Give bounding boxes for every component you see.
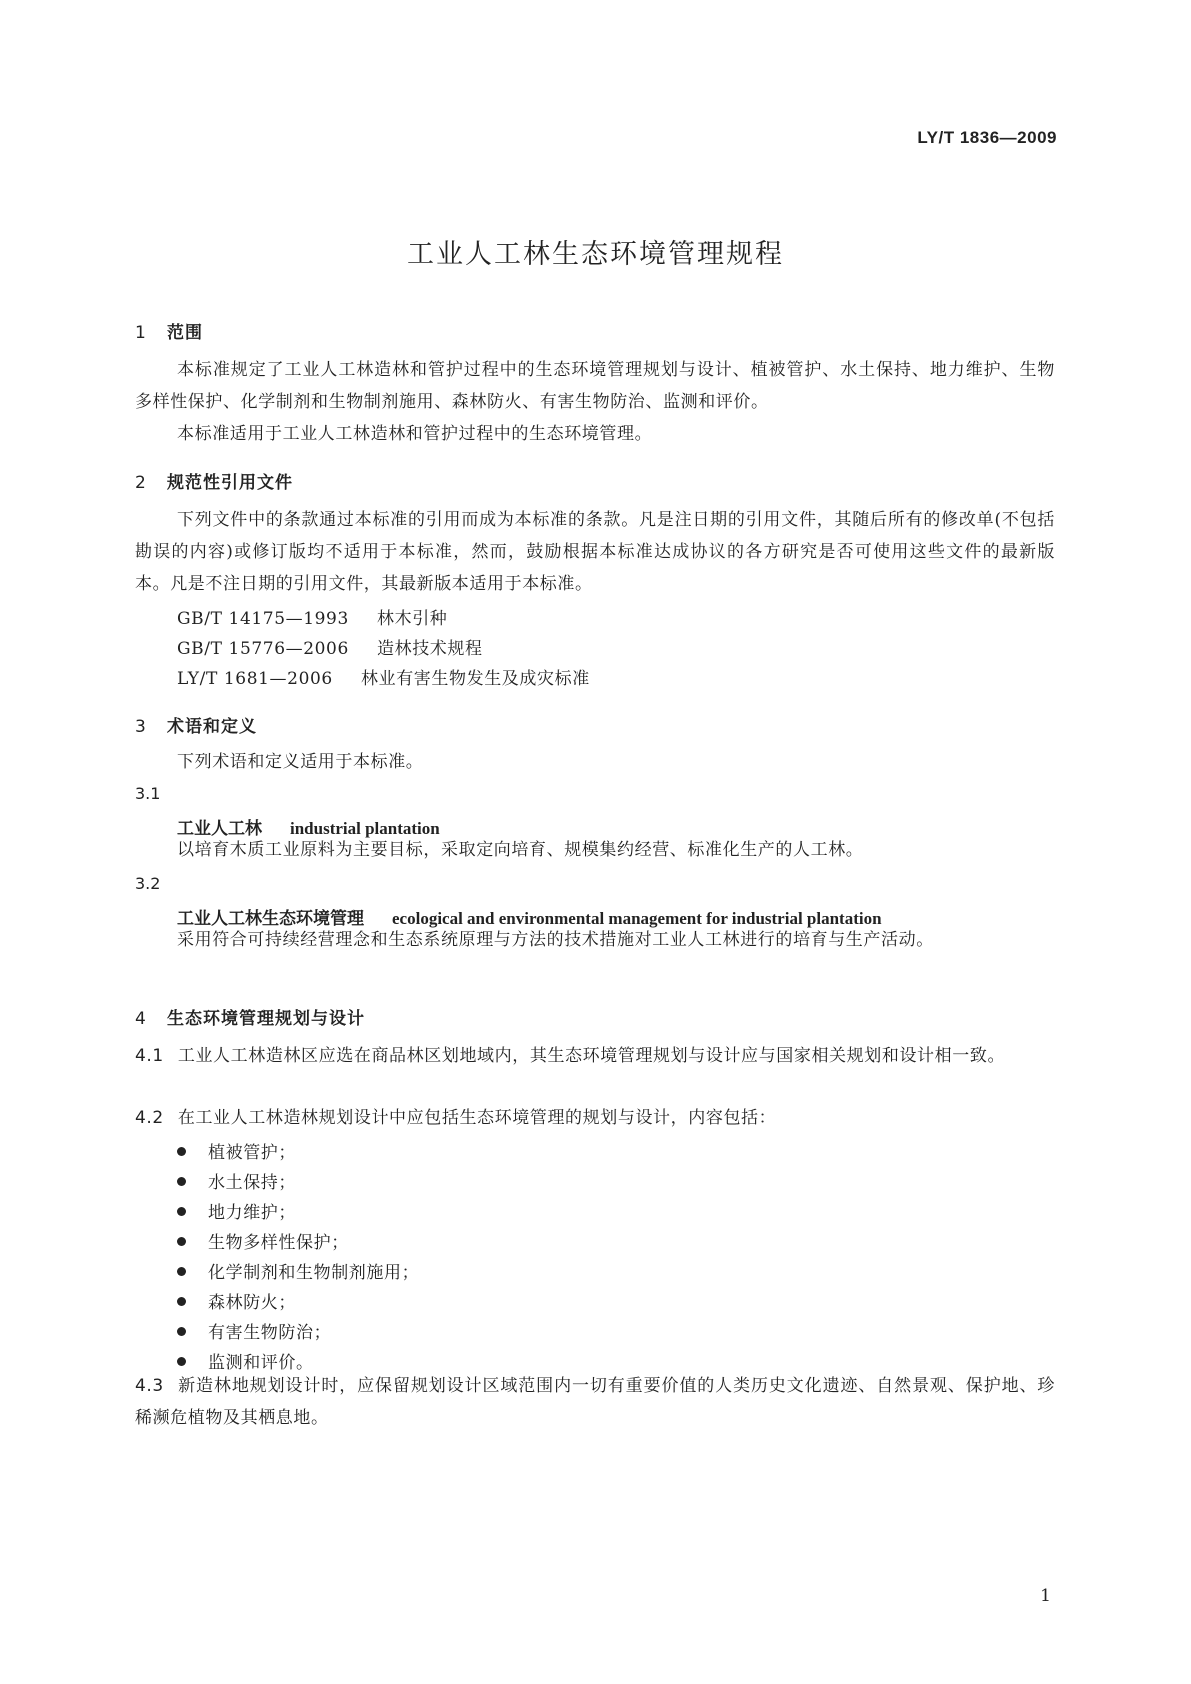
list-item-text: 植被管护； xyxy=(208,1143,296,1163)
section-2-heading xyxy=(135,468,293,493)
bullet-icon xyxy=(177,1147,186,1156)
reference-item xyxy=(177,664,590,689)
section-1-paragraph-1: 本标准规定了工业人工林造林和管护过程中的生态环境管理规划与设计、植被管护、水土保持、地力维护、生物多样性保护、化学制剂和生物制剂施用、森林防火、有害生物防治、监测和评价。 xyxy=(135,360,1055,412)
section-3-intro: 下列术语和定义适用于本标准。 xyxy=(177,752,424,772)
clause-number: 4.3 xyxy=(135,1376,164,1396)
section-number: 3 xyxy=(135,717,147,737)
bullet-icon xyxy=(177,1267,186,1276)
bullet-icon xyxy=(177,1207,186,1216)
section-1-paragraph-2: 本标准适用于工业人工林造林和管护过程中的生态环境管理。 xyxy=(177,424,653,444)
term-definition: 以培育木质工业原料为主要目标，采取定向培育、规模集约经营、标准化生产的人工林。 xyxy=(177,840,864,860)
list-item xyxy=(177,1138,296,1163)
reference-code: LY/T 1681—2006 xyxy=(177,669,333,689)
clause-text: 工业人工林造林区应选在商品林区划地域内，其生态环境管理规划与设计应与国家相关规划和设计相一致。 xyxy=(177,1046,1006,1066)
section-number: 1 xyxy=(135,323,147,343)
term-definition: 采用符合可持续经营理念和生态系统原理与方法的技术措施对工业人工林进行的培育与生产活动。 xyxy=(177,930,934,950)
reference-code: GB/T 15776—2006 xyxy=(177,639,349,659)
reference-title: 林木引种 xyxy=(377,609,448,629)
bullet-icon xyxy=(177,1327,186,1336)
reference-code: GB/T 14175—1993 xyxy=(177,609,349,629)
reference-item xyxy=(177,604,447,629)
list-item xyxy=(177,1258,419,1283)
term-english: industrial plantation xyxy=(290,819,440,838)
clause-text: 在工业人工林造林规划设计中应包括生态环境管理的规划与设计，内容包括： xyxy=(177,1108,777,1128)
section-4-heading xyxy=(135,1004,365,1029)
section-title: 生态环境管理规划与设计 xyxy=(167,1009,365,1029)
clause-number: 4.1 xyxy=(135,1046,164,1066)
bullet-icon xyxy=(177,1297,186,1306)
term-chinese: 工业人工林 xyxy=(177,819,262,839)
section-1-heading xyxy=(135,318,203,343)
reference-title: 林业有害生物发生及成灾标准 xyxy=(361,669,590,689)
clause-4-1 xyxy=(135,1040,1055,1072)
list-item-text: 地力维护； xyxy=(208,1203,296,1223)
reference-item xyxy=(177,634,483,659)
standard-code: LY/T 1836—2009 xyxy=(917,128,1057,147)
list-item-text: 水土保持； xyxy=(208,1173,296,1193)
list-item xyxy=(177,1228,349,1253)
section-2-paragraph: 下列文件中的条款通过本标准的引用而成为本标准的条款。凡是注日期的引用文件，其随后所有的修改单(不包括勘误的内容)或修订版均不适用于本标准，然而，鼓励根据本标准达成协议的各方研究是否可使用这些文件的最新版本。凡是不注日期的引用文件，其最新版本适用于本标准。 xyxy=(135,510,1055,594)
section-title: 术语和定义 xyxy=(167,717,257,737)
clause-text: 新造林地规划设计时，应保留规划设计区域范围内一切有重要价值的人类历史文化遗迹、自然景观、保护地、珍稀濒危植物及其栖息地。 xyxy=(135,1376,1055,1428)
list-item-text: 监测和评价。 xyxy=(208,1353,314,1373)
list-item-text: 生物多样性保护； xyxy=(208,1233,349,1253)
section-number: 2 xyxy=(135,473,147,493)
term-english: ecological and environmental management for industrial plantation xyxy=(392,909,882,928)
clause-4-3 xyxy=(135,1370,1055,1434)
list-item-text: 有害生物防治； xyxy=(208,1323,332,1343)
bullet-icon xyxy=(177,1237,186,1246)
term-chinese: 工业人工林生态环境管理 xyxy=(177,909,364,929)
bullet-icon xyxy=(177,1357,186,1366)
list-item-text: 森林防火； xyxy=(208,1293,296,1313)
section-3-heading xyxy=(135,712,257,737)
list-item xyxy=(177,1318,331,1343)
page-number: 1 xyxy=(1040,1586,1051,1606)
document-title: 工业人工林生态环境管理规程 xyxy=(407,239,784,270)
clause-4-2 xyxy=(135,1102,1055,1134)
term-number: 3.1 xyxy=(135,784,161,803)
bullet-icon xyxy=(177,1177,186,1186)
section-title: 范围 xyxy=(167,323,203,343)
list-item xyxy=(177,1168,296,1193)
section-title: 规范性引用文件 xyxy=(167,473,293,493)
reference-title: 造林技术规程 xyxy=(377,639,483,659)
term-number: 3.2 xyxy=(135,874,161,893)
clause-number: 4.2 xyxy=(135,1108,164,1128)
list-item-text: 化学制剂和生物制剂施用； xyxy=(208,1263,420,1283)
list-item xyxy=(177,1288,296,1313)
list-item xyxy=(177,1198,296,1223)
section-number: 4 xyxy=(135,1009,147,1029)
